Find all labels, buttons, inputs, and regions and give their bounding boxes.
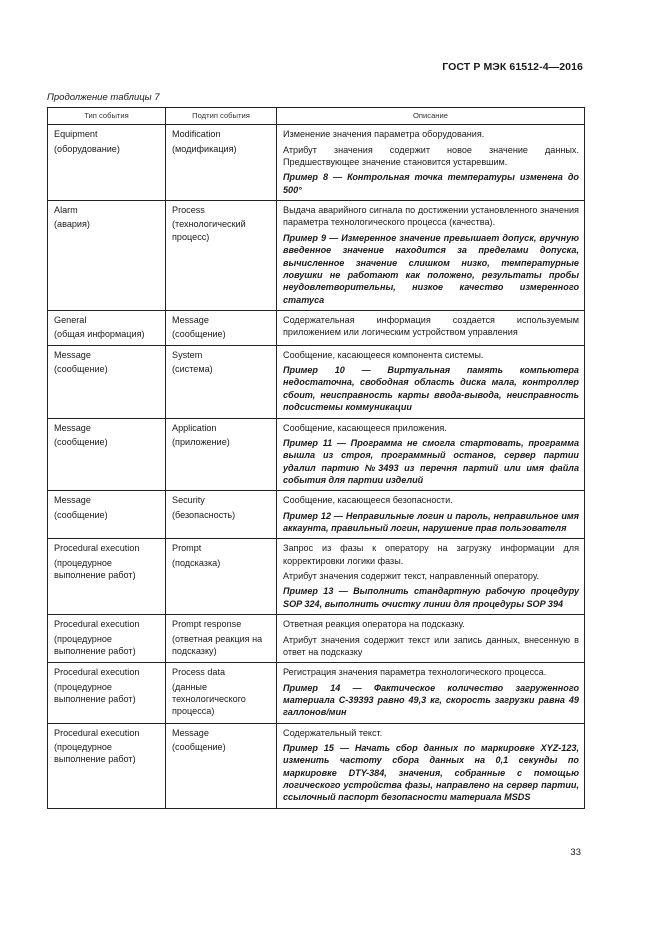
description-text: Сообщение, касающееся приложения.	[283, 422, 447, 433]
description-cell	[277, 201, 585, 311]
example-text: Пример 14 — Фактическое количество загруженного материала C-39393 равно 49,3 кг, скорость загрузки равна 49 галлонов/мин	[283, 682, 579, 718]
example-text: Пример 9 — Измеренное значение превышает допуск, вручную введенное значение находится за пределами допуска, вычисленное значение слишком низко, температурные ловушки не работают как положено, результаты пробы неудовлетворительны, низкое качество измеренного статуса	[283, 232, 579, 305]
event-subtype-name: Prompt response	[172, 619, 242, 630]
event-type-cell	[48, 615, 166, 663]
event-subtype-name: Modification	[172, 129, 221, 140]
description-cell	[277, 418, 585, 491]
event-subtype-translation: (ответная реакция на подсказку)	[172, 633, 263, 656]
event-type-name: Equipment	[54, 129, 98, 140]
event-subtype-translation: (система)	[172, 364, 213, 375]
description-cell	[277, 125, 585, 201]
event-subtype-translation: (приложение)	[172, 436, 230, 447]
event-type-cell	[48, 310, 166, 345]
description-text: Содержательная информация создается используемым приложением или логическим устройством управления	[283, 314, 579, 338]
event-type-cell	[48, 125, 166, 201]
description-cell	[277, 663, 585, 723]
table-row	[48, 539, 585, 615]
description-text: Выдача аварийного сигнала по достижении установленного значения параметра технологического процесса (качества).	[283, 205, 579, 228]
description-text: Ответная реакция оператора на подсказку.	[283, 619, 465, 630]
event-type-translation: (сообщение)	[54, 436, 108, 447]
description-cell	[277, 723, 585, 808]
event-type-name: Message	[54, 422, 91, 433]
table-row	[48, 418, 585, 491]
example-text: Пример 11 — Программа не смогла стартовать, программа вышла из строя, программный останов, сервер партии удалил партию №3493 из перечня партий или имя файла события для партии изделий	[283, 437, 579, 485]
event-subtype-cell	[166, 491, 277, 539]
event-subtype-cell	[166, 310, 277, 345]
column-header-type: Тип события	[48, 108, 166, 125]
description-text: Содержательный текст.	[283, 727, 383, 738]
event-type-cell	[48, 491, 166, 539]
event-type-name: Message	[54, 495, 91, 506]
event-subtype-cell	[166, 418, 277, 491]
event-type-translation: (процедурное выполнение работ)	[54, 557, 136, 581]
event-type-cell	[48, 663, 166, 723]
table-header-row	[48, 108, 585, 125]
event-type-cell	[48, 345, 166, 418]
event-type-cell	[48, 418, 166, 491]
table-row	[48, 310, 585, 345]
event-subtype-name: Process data	[172, 667, 226, 678]
event-subtype-name: Security	[172, 495, 205, 506]
example-text: Пример 15 — Начать сбор данных по маркировке XYZ-123, изменить частоту сбора данных на 0,1 секунды по маркировке DTY-384, значения, собранные с помощью логического устройства фазы, направлено на сервер партии, ссылочный паспорт безопасности материала MSDS	[283, 743, 579, 803]
event-type-name: Procedural execution	[54, 727, 140, 738]
column-header-subtype: Подтип события	[166, 108, 277, 125]
table-continuation-caption: Продолжение таблицы 7	[47, 92, 160, 103]
event-subtype-name: Message	[172, 727, 209, 738]
event-subtype-translation: (данные технологического процесса)	[172, 681, 246, 717]
description-text: Изменение значения параметра оборудования.	[283, 129, 485, 140]
event-type-name: Procedural execution	[54, 543, 140, 554]
table-row	[48, 663, 585, 723]
event-type-name: Procedural execution	[54, 667, 140, 678]
description-cell	[277, 491, 585, 539]
example-text: Пример 10 — Виртуальная память компьютера недостаточна, свободная область диска мала, контроллер сбоит, неисправность карты ввода-вывода, неисправность подсистемы коммуникации	[283, 365, 579, 413]
event-subtype-cell	[166, 539, 277, 615]
standard-designation: ГОСТ Р МЭК 61512-4—2016	[442, 61, 583, 73]
table-row	[48, 491, 585, 539]
event-subtype-cell	[166, 201, 277, 311]
event-type-cell	[48, 539, 166, 615]
event-type-name: Message	[54, 349, 91, 360]
event-subtype-name: System	[172, 349, 203, 360]
description-cell	[277, 310, 585, 345]
event-subtype-name: Application	[172, 422, 217, 433]
event-subtype-translation: (сообщение)	[172, 742, 226, 753]
description-cell	[277, 345, 585, 418]
event-type-translation: (сообщение)	[54, 509, 108, 520]
event-subtype-cell	[166, 125, 277, 201]
table-row	[48, 125, 585, 201]
example-text: Пример 13 — Выполнить стандартную рабочую процедуру SOP 324, выполнить очистку линии для процедуры SOP 394	[283, 586, 579, 609]
event-type-translation: (процедурное выполнение работ)	[54, 633, 136, 656]
event-subtype-translation: (модификация)	[172, 143, 237, 154]
column-header-description: Описание	[277, 108, 585, 125]
event-type-translation: (сообщение)	[54, 364, 108, 375]
event-subtype-name: Message	[172, 314, 209, 325]
event-subtype-cell	[166, 615, 277, 663]
example-text: Пример 12 — Неправильные логин и пароль, неправильное имя аккаунта, правильный логин, нарушение прав пользователя	[283, 510, 579, 534]
event-types-table	[47, 107, 585, 809]
event-subtype-translation: (подсказка)	[172, 557, 221, 568]
event-type-cell	[48, 723, 166, 808]
description-text: Сообщение, касающееся компонента системы.	[283, 349, 484, 360]
event-type-translation: (оборудование)	[54, 143, 120, 154]
event-subtype-cell	[166, 345, 277, 418]
table-row	[48, 615, 585, 663]
table-row	[48, 723, 585, 808]
event-subtype-translation: (безопасность)	[172, 509, 236, 520]
description-text: Атрибут значения содержит новое значение данных. Предшествующее значение становится устаревшим.	[283, 144, 579, 168]
event-type-translation: (процедурное выполнение работ)	[54, 681, 136, 704]
event-subtype-name: Process	[172, 205, 205, 216]
description-text: Регистрация значения параметра технологического процесса.	[283, 667, 547, 678]
description-text: Запрос из фазы к оператору на загрузку информации для корректировки логики фазы.	[283, 543, 579, 566]
event-type-name: Alarm	[54, 205, 78, 216]
description-cell	[277, 539, 585, 615]
event-type-translation: (общая информация)	[54, 329, 145, 340]
table-row	[48, 201, 585, 311]
table-row	[48, 345, 585, 418]
event-subtype-translation: (технологический процесс)	[172, 219, 246, 242]
event-subtype-translation: (сообщение)	[172, 329, 226, 340]
event-subtype-name: Prompt	[172, 543, 202, 554]
event-subtype-cell	[166, 723, 277, 808]
description-text: Атрибут значения содержит текст или запись данных, внесенную в ответ на подсказку	[283, 634, 579, 657]
event-type-translation: (авария)	[54, 219, 90, 230]
page-number: 33	[570, 847, 581, 858]
event-type-name: Procedural execution	[54, 619, 140, 630]
event-type-name: General	[54, 314, 87, 325]
event-subtype-cell	[166, 663, 277, 723]
example-text: Пример 8 — Контрольная точка температуры изменена до 500°	[283, 172, 579, 195]
description-cell	[277, 615, 585, 663]
description-text: Сообщение, касающееся безопасности.	[283, 495, 453, 506]
event-type-cell	[48, 201, 166, 311]
event-type-translation: (процедурное выполнение работ)	[54, 742, 136, 765]
description-text: Атрибут значения содержит текст, направленный оператору.	[283, 571, 540, 582]
table-body	[48, 125, 585, 809]
